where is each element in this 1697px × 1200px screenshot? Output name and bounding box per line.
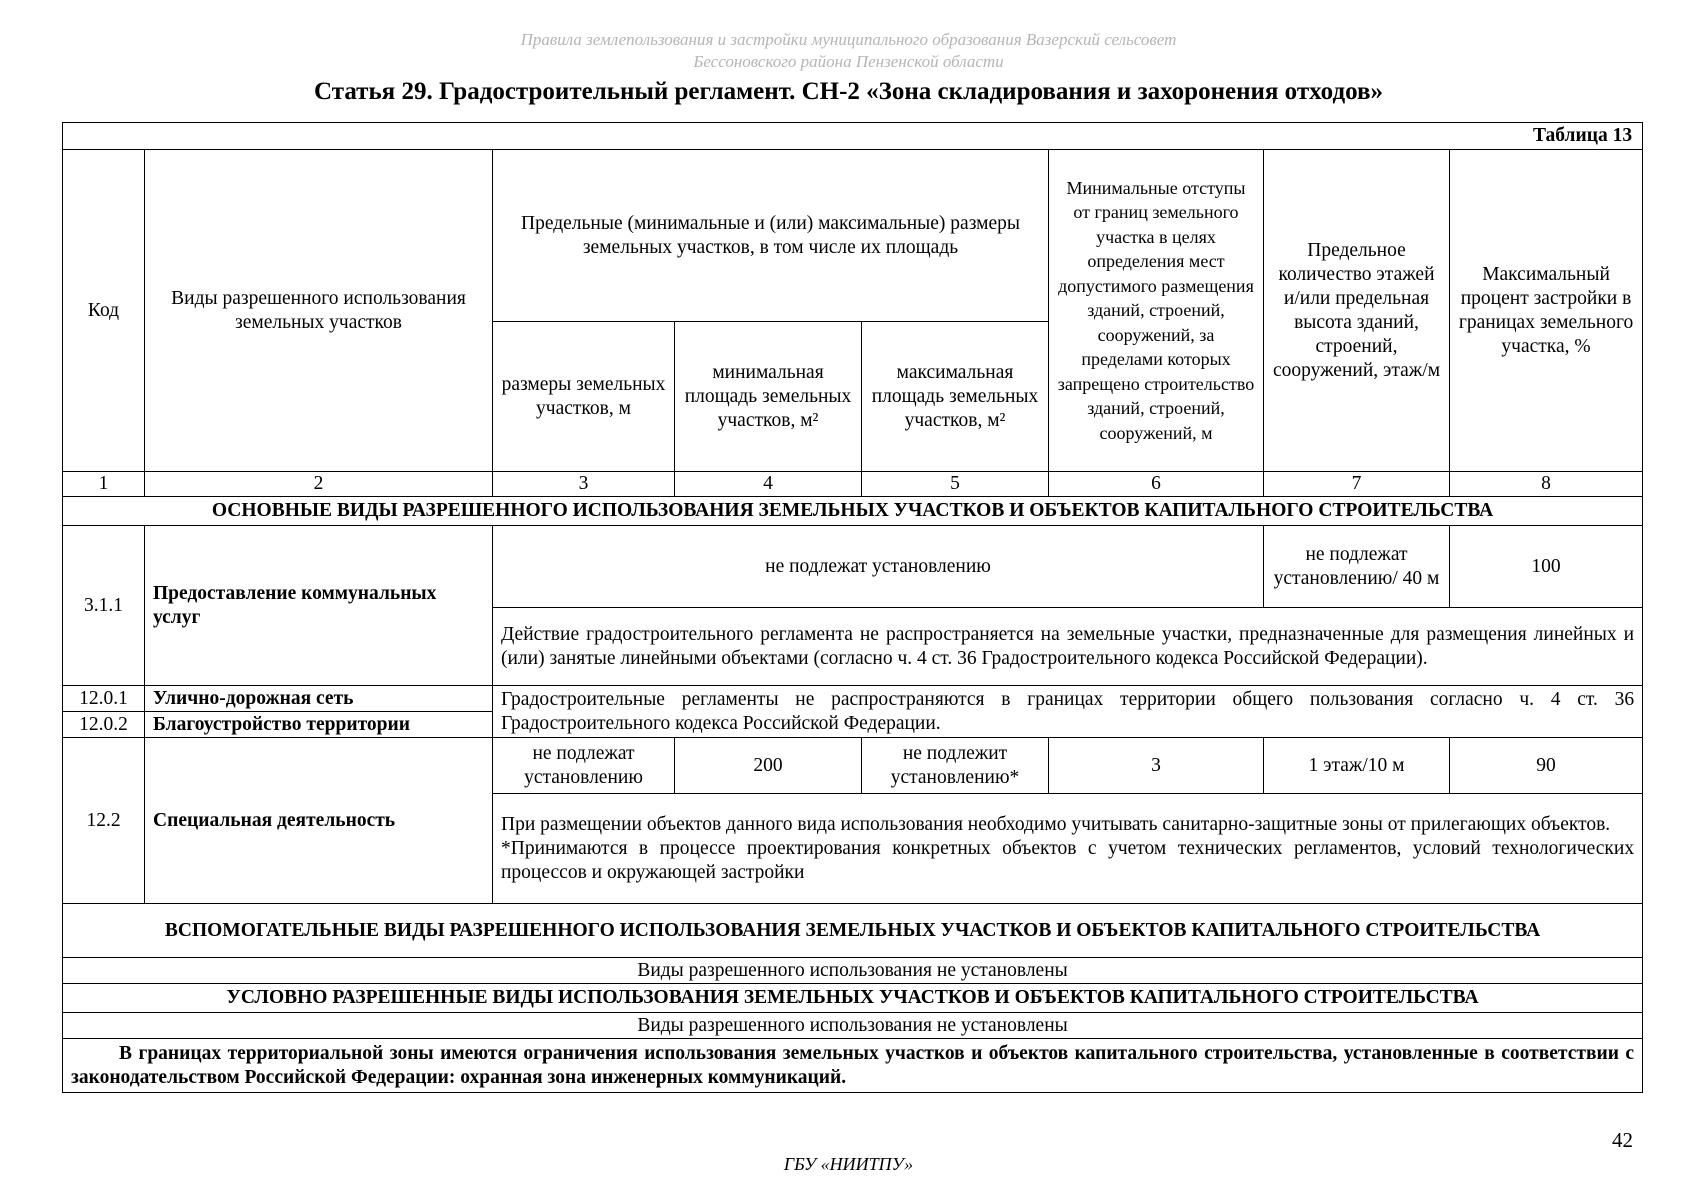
section-cond-heading: УСЛОВНО РАЗРЕШЕННЫЕ ВИДЫ ИСПОЛЬЗОВАНИЯ ЗЕМЕЛЬНЫХ УЧАСТКОВ И ОБЪЕКТОВ КАПИТАЛЬНОГО СТРОИТЕЛЬСТВА (63, 984, 1643, 1013)
table-footnote: В границах территориальной зоны имеются ограничения использования земельных участков и объектов капитального строительства, установленные в соответствии с законодательством Российской Федерации: охранная зона инженерных коммуникаций. (63, 1039, 1643, 1093)
row-311-coverage: 100 (1450, 526, 1643, 608)
header-coverage: Максимальный процент застройки в границах земельного участка, % (1450, 150, 1643, 472)
header-types: Виды разрешенного использования земельных участков (145, 150, 493, 472)
section-main-heading: ОСНОВНЫЕ ВИДЫ РАЗРЕШЕННОГО ИСПОЛЬЗОВАНИЯ ЗЕМЕЛЬНЫХ УЧАСТКОВ И ОБЪЕКТОВ КАПИТАЛЬНОГО СТРОИТЕЛЬСТВА (63, 497, 1643, 526)
col-number: 7 (1264, 472, 1450, 497)
col-number: 8 (1450, 472, 1643, 497)
header-max-area: максимальная площадь земельных участков, м² (862, 322, 1049, 472)
col-number: 1 (63, 472, 145, 497)
row-122-max-area: не подлежит установлению* (862, 738, 1049, 794)
col-number: 5 (862, 472, 1049, 497)
col-number: 6 (1049, 472, 1264, 497)
aux-value: Виды разрешенного использования не установлены (63, 958, 1643, 984)
row-311-floors: не подлежат установлению/ 40 м (1264, 526, 1450, 608)
row-1201-code: 12.0.1 (63, 686, 145, 712)
row-122-name: Специальная деятельность (145, 738, 493, 904)
col-number: 4 (675, 472, 862, 497)
row-122-min-area: 200 (675, 738, 862, 794)
header-sizes-group: Предельные (минимальные и (или) максимальные) размеры земельных участков, в том числе их площадь (493, 150, 1049, 322)
row-311-note: Действие градостроительного регламента не распространяется на земельные участки, предназначенные для размещения линейных и (или) занятые линейными объектами (согласно ч. 4 ст. 36 Градостроительного кодекса Российской Федерации). (493, 608, 1643, 686)
table-label: Таблица 13 (63, 123, 1643, 150)
col-number: 3 (493, 472, 675, 497)
running-header-line1: Правила землепользования и застройки муниципального образования Вазерский сельсовет (520, 30, 1177, 49)
cond-value: Виды разрешенного использования не установлены (63, 1013, 1643, 1039)
row-311-name: Предоставление коммунальных услуг (145, 526, 493, 686)
row-1202-name: Благоустройство территории (145, 712, 493, 738)
header-floors: Предельное количество этажей и/или предельная высота зданий, строений, сооружений, этаж/м (1264, 150, 1450, 472)
section-aux-heading: ВСПОМОГАТЕЛЬНЫЕ ВИДЫ РАЗРЕШЕННОГО ИСПОЛЬЗОВАНИЯ ЗЕМЕЛЬНЫХ УЧАСТКОВ И ОБЪЕКТОВ КАПИТАЛЬНОГО СТРОИТЕЛЬСТВА (63, 904, 1643, 958)
article-title: Статья 29. Градостроительный регламент. СН-2 «Зона складирования и захоронения отходов» (314, 78, 1383, 105)
row-122-coverage: 90 (1450, 738, 1643, 794)
row-122-notes (493, 794, 1643, 904)
row-122-note2: *Принимаются в процессе проектирования конкретных объектов с учетом технических регламентов, условий технологических процессов и окружающей застройки (501, 837, 1635, 883)
header-code: Код (63, 150, 145, 472)
row-122-note1: При размещении объектов данного вида использования необходимо учитывать санитарно-защитные зоны от прилегающих объектов. (501, 813, 1611, 835)
regulation-table (62, 122, 1643, 1093)
row-122-floors: 1 этаж/10 м (1264, 738, 1450, 794)
running-header-line2: Бессоновского района Пензенской области (693, 52, 1004, 71)
row-122-sizes: не подлежат установлению (493, 738, 675, 794)
header-sizes: размеры земельных участков, м (493, 322, 675, 472)
col-number: 2 (145, 472, 493, 497)
header-min-area: минимальная площадь земельных участков, м² (675, 322, 862, 472)
page-number: 42 (1612, 1128, 1633, 1152)
row-120-note: Градостроительные регламенты не распространяются в границах территории общего пользования согласно ч. 4 ст. 36 Градостроительного кодекса Российской Федерации. (493, 686, 1643, 738)
row-1201-name: Улично-дорожная сеть (145, 686, 493, 712)
header-setbacks: Минимальные отступы от границ земельного участка в целях определения мест допустимого размещения зданий, строений, сооружений, за пределами которых запрещено строительство зданий, строений, сооружений, м (1049, 150, 1264, 472)
footer-organization: ГБУ «НИИТПУ» (783, 1154, 914, 1174)
row-1202-code: 12.0.2 (63, 712, 145, 738)
row-311-sizes: не подлежат установлению (493, 526, 1264, 608)
row-122-code: 12.2 (63, 738, 145, 904)
row-122-setbacks: 3 (1049, 738, 1264, 794)
row-311-code: 3.1.1 (63, 526, 145, 686)
